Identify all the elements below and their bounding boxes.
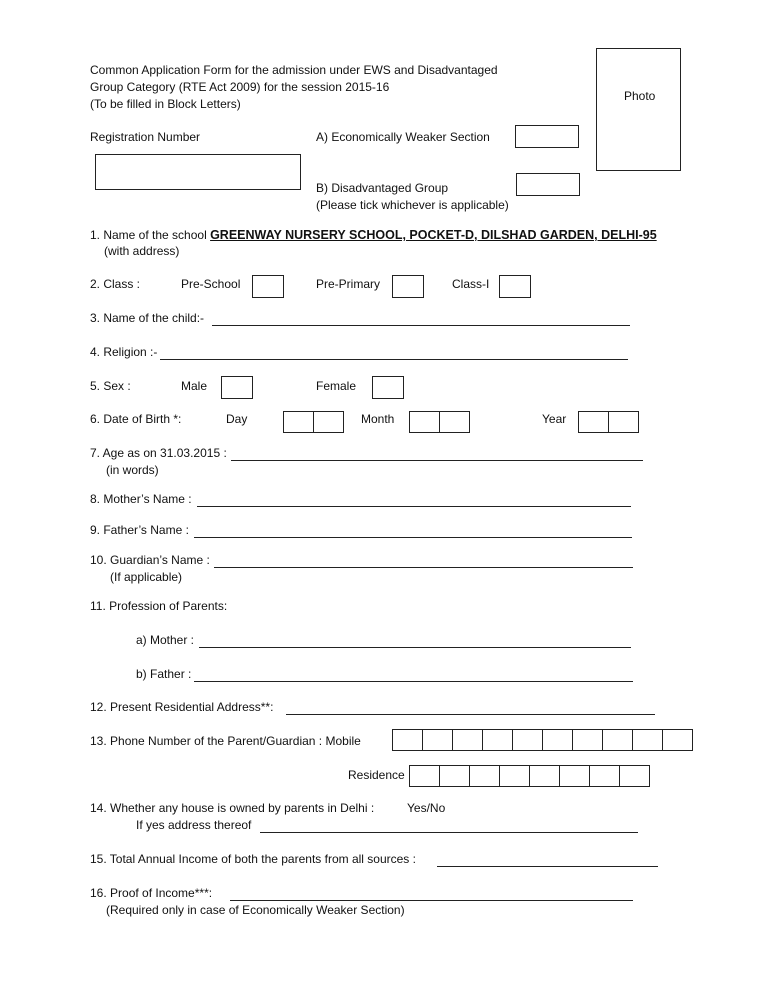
house-address-field[interactable] <box>260 832 638 833</box>
ews-label: A) Economically Weaker Section <box>316 130 490 144</box>
mobile-digit-cell[interactable] <box>482 729 513 751</box>
q1-sub: (with address) <box>104 244 180 258</box>
q16-label: 16. Proof of Income***: <box>90 886 213 900</box>
profession-father-label: b) Father : <box>136 667 192 681</box>
q11-label: 11. Profession of Parents: <box>90 599 228 613</box>
q8-label: 8. Mother’s Name : <box>90 492 192 506</box>
female-checkbox[interactable] <box>372 376 404 399</box>
father-name-field[interactable] <box>194 537 632 538</box>
q1-label: 1. Name of the school <box>90 228 211 242</box>
mobile-digit-cell[interactable] <box>632 729 663 751</box>
address-field[interactable] <box>286 714 655 715</box>
female-label: Female <box>316 379 357 393</box>
form-title-line2: Group Category (RTE Act 2009) for the session 2015-16 <box>90 80 390 94</box>
category-note: (Please tick whichever is applicable) <box>316 198 509 212</box>
mobile-digit-cell[interactable] <box>512 729 543 751</box>
q14-options[interactable]: Yes/No <box>407 801 446 815</box>
form-instruction: (To be filled in Block Letters) <box>90 97 241 111</box>
q14-label: 14. Whether any house is owned by parents in Delhi : <box>90 801 375 815</box>
q1-school-row <box>90 228 657 243</box>
income-proof-field[interactable] <box>230 900 633 901</box>
male-label: Male <box>181 379 208 393</box>
age-field[interactable] <box>231 460 643 461</box>
dob-day-cells <box>283 411 344 433</box>
profession-mother-label: a) Mother : <box>136 633 195 647</box>
residence-label: Residence <box>348 768 405 782</box>
disadvantaged-checkbox[interactable] <box>516 173 580 196</box>
class-1-label: Class-I <box>452 277 490 291</box>
q7-label: 7. Age as on 31.03.2015 : <box>90 446 227 460</box>
dob-year-cell[interactable] <box>608 411 639 433</box>
q14-sub: If yes address thereof <box>136 818 252 832</box>
year-label: Year <box>542 412 567 426</box>
dob-month-cell[interactable] <box>439 411 470 433</box>
school-name: GREENWAY NURSERY SCHOOL, POCKET-D, DILSHAD GARDEN, DELHI-95 <box>210 228 657 242</box>
class-1-checkbox[interactable] <box>499 275 531 298</box>
residence-digit-cell[interactable] <box>589 765 620 787</box>
q15-label: 15. Total Annual Income of both the parents from all sources : <box>90 852 416 866</box>
mobile-digit-cell[interactable] <box>662 729 693 751</box>
residence-digit-cell[interactable] <box>469 765 500 787</box>
q6-label: 6. Date of Birth *: <box>90 412 182 426</box>
q13-label: 13. Phone Number of the Parent/Guardian : Mobile <box>90 734 361 748</box>
mobile-digit-cell[interactable] <box>392 729 423 751</box>
photo-box[interactable] <box>596 48 681 171</box>
q7-sub: (in words) <box>106 463 159 477</box>
dob-day-cell[interactable] <box>283 411 314 433</box>
residence-digit-cell[interactable] <box>409 765 440 787</box>
mobile-digit-cell[interactable] <box>452 729 483 751</box>
residence-digit-cell[interactable] <box>439 765 470 787</box>
dob-day-cell[interactable] <box>313 411 344 433</box>
mobile-cells <box>392 729 693 751</box>
income-field[interactable] <box>437 866 658 867</box>
q10-label: 10. Guardian’s Name : <box>90 553 210 567</box>
form-title-line1: Common Application Form for the admission under EWS and Disadvantaged <box>90 63 498 77</box>
residence-cells <box>409 765 650 787</box>
q2-label: 2. Class : <box>90 277 141 291</box>
pre-school-label: Pre-School <box>181 277 241 291</box>
residence-digit-cell[interactable] <box>559 765 590 787</box>
photo-label: Photo <box>624 89 656 103</box>
month-label: Month <box>361 412 395 426</box>
q4-label: 4. Religion :- <box>90 345 158 359</box>
day-label: Day <box>226 412 248 426</box>
ews-checkbox[interactable] <box>515 125 579 148</box>
registration-number-field[interactable] <box>95 154 301 190</box>
child-name-field[interactable] <box>212 325 630 326</box>
mobile-digit-cell[interactable] <box>572 729 603 751</box>
mobile-digit-cell[interactable] <box>542 729 573 751</box>
q3-label: 3. Name of the child:- <box>90 311 205 325</box>
dob-month-cell[interactable] <box>409 411 440 433</box>
dob-year-cells <box>578 411 639 433</box>
profession-mother-field[interactable] <box>199 647 631 648</box>
disadvantaged-label: B) Disadvantaged Group <box>316 181 449 195</box>
residence-digit-cell[interactable] <box>499 765 530 787</box>
mobile-digit-cell[interactable] <box>602 729 633 751</box>
religion-field[interactable] <box>160 359 628 360</box>
mother-name-field[interactable] <box>197 506 631 507</box>
q9-label: 9. Father’s Name : <box>90 523 189 537</box>
pre-primary-label: Pre-Primary <box>316 277 381 291</box>
registration-label: Registration Number <box>90 130 201 144</box>
q16-sub: (Required only in case of Economically Weaker Section) <box>106 903 405 917</box>
dob-year-cell[interactable] <box>578 411 609 433</box>
residence-digit-cell[interactable] <box>619 765 650 787</box>
male-checkbox[interactable] <box>221 376 253 399</box>
residence-digit-cell[interactable] <box>529 765 560 787</box>
q10-sub: (If applicable) <box>110 570 183 584</box>
q5-label: 5. Sex : <box>90 379 131 393</box>
profession-father-field[interactable] <box>194 681 633 682</box>
dob-month-cells <box>409 411 470 433</box>
mobile-digit-cell[interactable] <box>422 729 453 751</box>
guardian-name-field[interactable] <box>214 567 633 568</box>
q12-label: 12. Present Residential Address**: <box>90 700 274 714</box>
pre-primary-checkbox[interactable] <box>392 275 424 298</box>
pre-school-checkbox[interactable] <box>252 275 284 298</box>
